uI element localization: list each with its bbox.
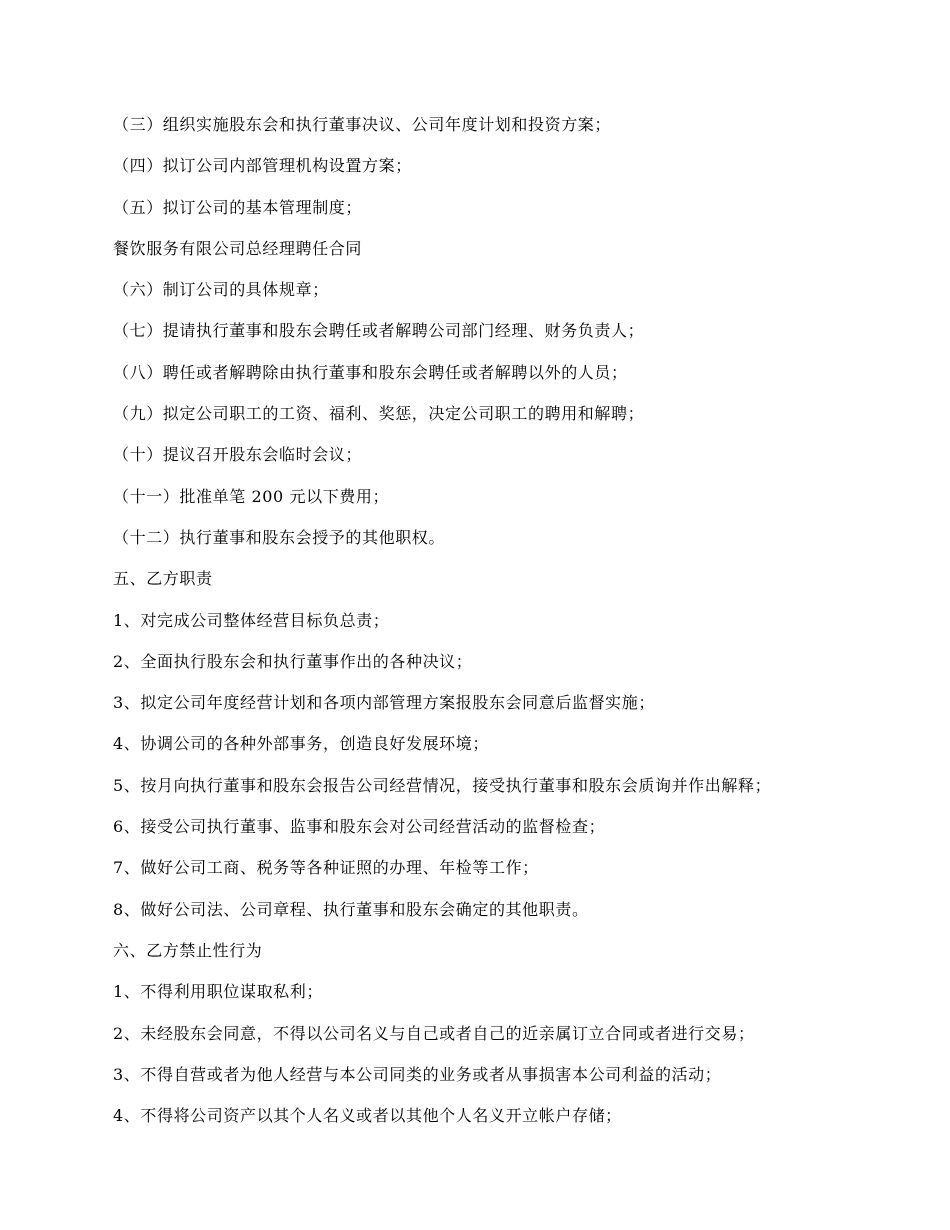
duty-6: 6、接受公司执行董事、监事和股东会对公司经营活动的监督检查； bbox=[113, 817, 606, 837]
clause-12: （十二）执行董事和股东会授予的其他职权。 bbox=[113, 527, 446, 547]
clause-8: （八）聘任或者解聘除由执行董事和股东会聘任或者解聘以外的人员； bbox=[113, 362, 628, 382]
prohibition-2: 2、未经股东会同意，不得以公司名义与自己或者自己的近亲属订立合同或者进行交易； bbox=[113, 1023, 755, 1043]
duty-7: 7、做好公司工商、税务等各种证照的办理、年检等工作； bbox=[113, 858, 539, 878]
clause-4: （四）拟订公司内部管理机构设置方案； bbox=[113, 156, 412, 176]
document-body bbox=[113, 104, 853, 1136]
clause-6: （六）制订公司的具体规章； bbox=[113, 280, 329, 300]
clause-11: （十一）批准单笔 200 元以下费用； bbox=[113, 486, 390, 506]
contract-title-line: 餐饮服务有限公司总经理聘任合同 bbox=[113, 238, 363, 258]
duty-8: 8、做好公司法、公司章程、执行董事和股东会确定的其他职责。 bbox=[113, 899, 589, 919]
section-5-heading: 五、乙方职责 bbox=[113, 569, 213, 589]
clause-7: （七）提请执行董事和股东会聘任或者解聘公司部门经理、财务负责人； bbox=[113, 321, 645, 341]
prohibition-3: 3、不得自营或者为他人经营与本公司同类的业务或者从事损害本公司利益的活动； bbox=[113, 1064, 722, 1084]
duty-1: 1、对完成公司整体经营目标负总责； bbox=[113, 610, 390, 630]
duty-4: 4、协调公司的各种外部事务，创造良好发展环境； bbox=[113, 734, 489, 754]
clause-9: （九）拟定公司职工的工资、福利、奖惩，决定公司职工的聘用和解聘； bbox=[113, 404, 645, 424]
duty-5: 5、按月向执行董事和股东会报告公司经营情况，接受执行董事和股东会质询并作出解释； bbox=[113, 775, 772, 795]
prohibition-4: 4、不得将公司资产以其个人名义或者以其他个人名义开立帐户存储； bbox=[113, 1106, 622, 1126]
section-6-heading: 六、乙方禁止性行为 bbox=[113, 940, 263, 960]
clause-3: （三）组织实施股东会和执行董事决议、公司年度计划和投资方案； bbox=[113, 115, 612, 134]
duty-3: 3、拟定公司年度经营计划和各项内部管理方案报股东会同意后监督实施； bbox=[113, 693, 655, 713]
clause-5: （五）拟订公司的基本管理制度； bbox=[113, 197, 363, 217]
duty-2: 2、全面执行股东会和执行董事作出的各种决议； bbox=[113, 651, 473, 671]
clause-10: （十）提议召开股东会临时会议； bbox=[113, 445, 363, 465]
prohibition-1: 1、不得利用职位谋取私利； bbox=[113, 982, 323, 1002]
